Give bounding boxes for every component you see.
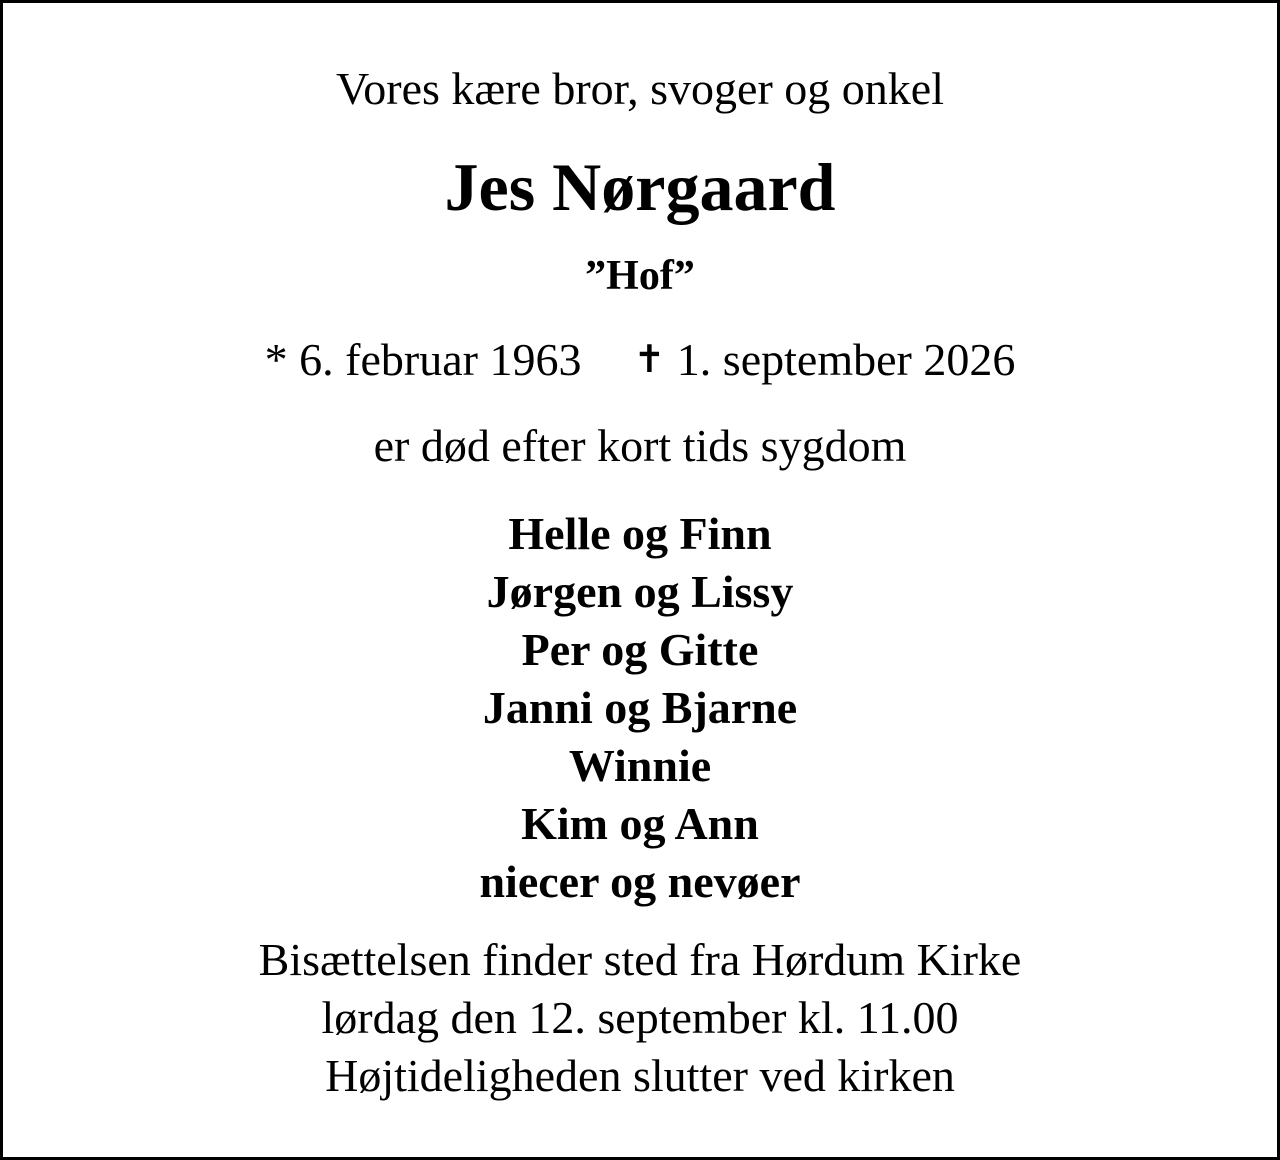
deceased-name: Jes Nørgaard	[444, 149, 836, 225]
ceremony-details	[3, 931, 1277, 1105]
ceremony-line: Højtideligheden slutter ved kirken	[325, 1050, 955, 1101]
ceremony-line: lørdag den 12. september kl. 11.00	[321, 992, 959, 1043]
cause-of-death: er død efter kort tids sygdom	[373, 420, 907, 471]
mourner-item: Helle og Finn	[508, 508, 772, 559]
mourner-item: Per og Gitte	[521, 624, 759, 675]
intro-line: Vores kære bror, svoger og onkel	[336, 63, 944, 114]
mourner-item: Janni og Bjarne	[482, 682, 798, 733]
nickname: ”Hof”	[585, 253, 695, 299]
mourners-list	[3, 505, 1277, 911]
mourner-item: Winnie	[568, 740, 712, 791]
mourner-item: Kim og Ann	[521, 798, 759, 849]
death-date: 1. september 2026	[676, 334, 1016, 385]
life-dates	[3, 334, 1277, 385]
cross-icon: ✝	[633, 337, 666, 381]
ceremony-line: Bisættelsen finder sted fra Hørdum Kirke	[258, 934, 1022, 985]
birth-date: * 6. februar 1963	[264, 334, 582, 385]
mourner-item: Jørgen og Lissy	[486, 566, 794, 617]
mourner-item: niecer og nevøer	[479, 856, 801, 907]
